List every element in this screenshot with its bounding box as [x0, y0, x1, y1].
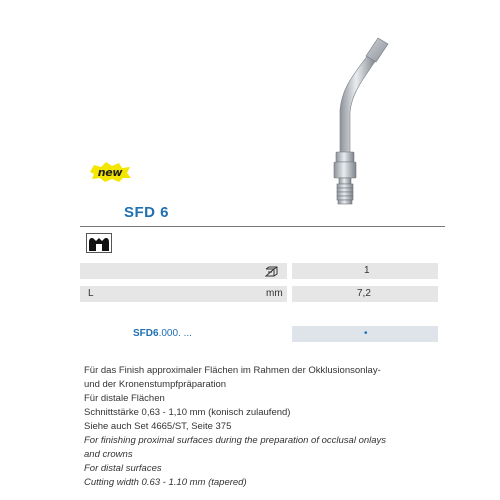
pack-size-value: 1 — [364, 265, 370, 276]
description-line: For finishing proximal surfaces during the preparation of occlusal onlays — [84, 435, 387, 446]
tooth-profile-icon — [86, 233, 112, 253]
description-line: Für distale Flächen — [84, 393, 165, 404]
separator-line — [80, 226, 445, 227]
pack-size-row — [80, 263, 438, 279]
description-line: For distal surfaces — [84, 463, 162, 474]
description-line: Für das Finish approximaler Flächen im Rahmen der Okklusionsonlay- — [84, 365, 381, 376]
length-label: L — [88, 288, 94, 299]
order-number-suffix: .000. ... — [158, 328, 192, 339]
description-line: Schnittstärke 0,63 - 1,10 mm (konisch zulaufend) — [84, 407, 291, 418]
length-unit: mm — [266, 288, 283, 299]
length-row — [80, 286, 438, 302]
order-marker: • — [364, 328, 368, 339]
new-badge-label: new — [97, 165, 123, 179]
new-badge — [88, 162, 132, 182]
description-line: und der Kronenstumpfpräparation — [84, 379, 227, 390]
description-line: Siehe auch Set 4665/ST, Seite 375 — [84, 421, 232, 432]
length-value: 7,2 — [357, 288, 371, 299]
order-number — [133, 326, 192, 342]
order-number-row — [80, 326, 438, 342]
product-code: SFD 6 — [124, 204, 170, 221]
pack-icon — [265, 263, 278, 283]
order-number-prefix: SFD6 — [133, 328, 159, 339]
sonic-tip-illustration — [300, 30, 410, 220]
description-line: Cutting width 0.63 - 1.10 mm (tapered) — [84, 477, 247, 488]
description-line: and crowns — [84, 449, 133, 460]
